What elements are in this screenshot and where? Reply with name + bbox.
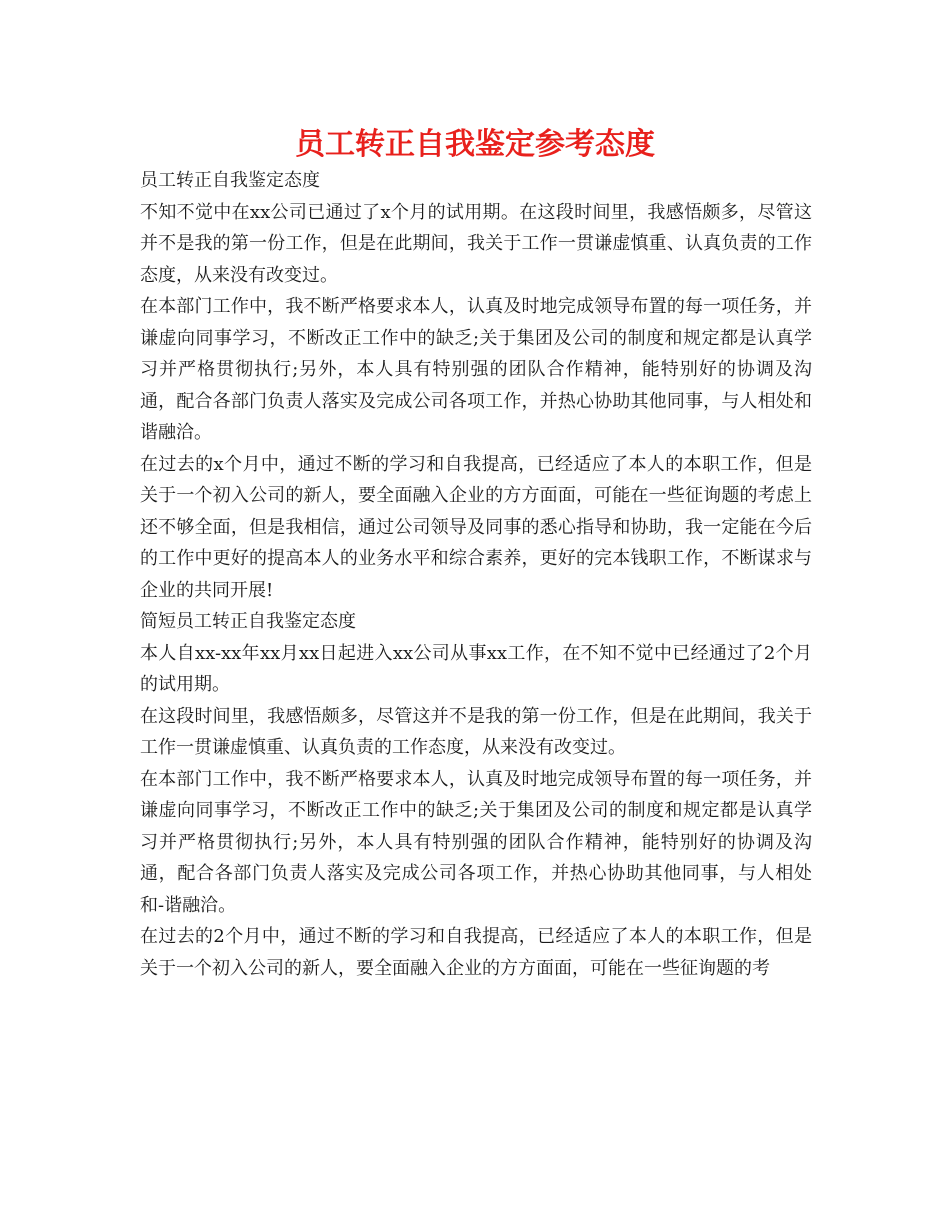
document-body [140,165,812,984]
document-title: 员工转正自我鉴定参考态度 [295,127,655,162]
paragraph-1: 不知不觉中在xx公司已通过了x个月的试用期。在这段时间里，我感悟颇多，尽管这并不是我的第一份工作，但是在此期间，我关于工作一贯谦虚慎重、认真负责的工作态度，从来没有改变过。 [140,201,812,286]
paragraph-7: 在过去的2个月中，通过不断的学习和自我提高，已经适应了本人的本职工作，但是关于一个初入公司的新人，要全面融入企业的方方面面，可能在一些征询题的考 [140,926,812,979]
paragraph-5: 在这段时间里，我感悟颇多，尽管这并不是我的第一份工作，但是在此期间，我关于工作一贯谦虚慎重、认真负责的工作态度，从来没有改变过。 [140,705,812,758]
section-heading-1: 员工转正自我鉴定态度 [140,170,320,191]
paragraph-3: 在过去的x个月中，通过不断的学习和自我提高，已经适应了本人的本职工作，但是关于一个初入公司的新人，要全面融入企业的方方面面，可能在一些征询题的考虑上还不够全面，但是我相信，通过公司领导及同事的悉心指导和协助，我一定能在今后的工作中更好的提高本人的业务水平和综合素养，更好的完本钱职工作，不断谋求与企业的共同开展! [140,453,812,601]
paragraph-4: 本人自xx-xx年xx月xx日起进入xx公司从事xx工作，在不知不觉中已经通过了2个月的试用期。 [140,642,812,695]
paragraph-2: 在本部门工作中，我不断严格要求本人，认真及时地完成领导布置的每一项任务，并谦虚向同事学习，不断改正工作中的缺乏;关于集团及公司的制度和规定都是认真学习并严格贯彻执行;另外，本人具有特别强的团队合作精神，能特别好的协调及沟通，配合各部门负责人落实及完成公司各项工作，并热心协助其他同事，与人相处和谐融洽。 [140,296,812,443]
paragraph-6: 在本部门工作中，我不断严格要求本人，认真及时地完成领导布置的每一项任务，并谦虚向同事学习，不断改正工作中的缺乏;关于集团及公司的制度和规定都是认真学习并严格贯彻执行;另外，本人具有特别强的团队合作精神，能特别好的协调及沟通，配合各部门负责人落实及完成公司各项工作，并热心协助其他同事，与人相处和-谐融洽。 [140,768,812,916]
section-heading-2: 简短员工转正自我鉴定态度 [140,611,356,632]
